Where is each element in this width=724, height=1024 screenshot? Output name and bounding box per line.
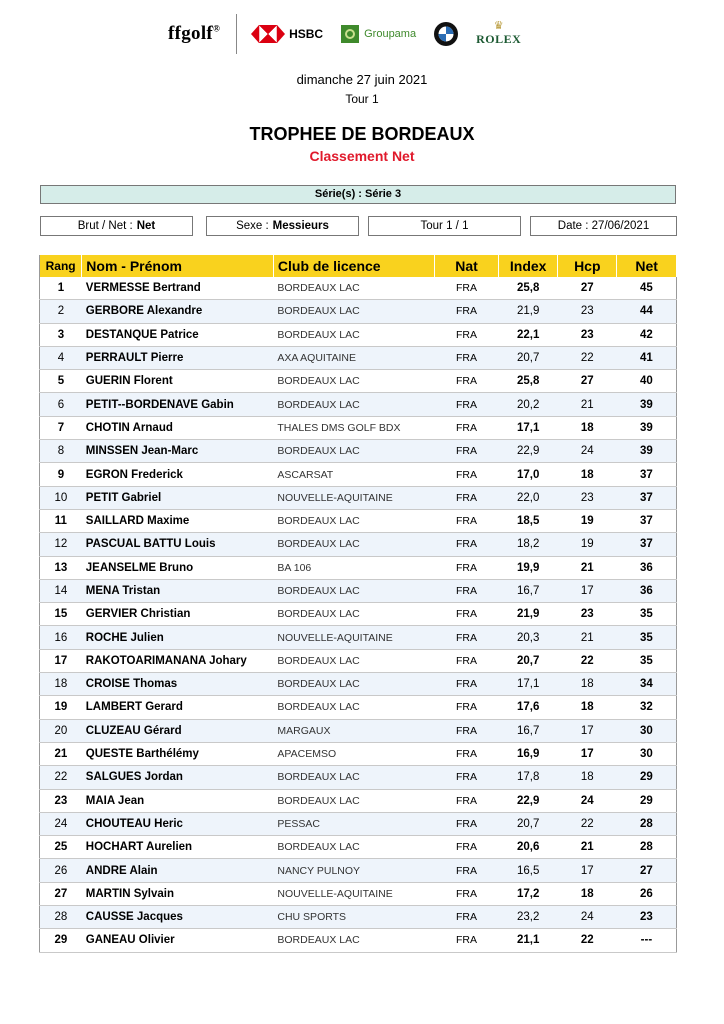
cell-index: 17,1 [499, 673, 558, 696]
table-row [40, 626, 677, 649]
rolex-logo: ♛ ROLEX [476, 20, 522, 46]
cell-net: 35 [617, 603, 677, 626]
cell-club: CHU SPORTS [273, 906, 434, 929]
cell-nom: CAUSSE Jacques [82, 906, 274, 929]
table-row [40, 836, 677, 859]
cell-hcp: 23 [558, 323, 617, 346]
cell-nat: FRA [434, 673, 498, 696]
page-subtitle: Classement Net [309, 148, 415, 164]
cell-rang: 16 [40, 626, 82, 649]
cell-nom: EGRON Frederick [82, 463, 274, 486]
cell-club: APACEMSO [273, 742, 434, 765]
cell-hcp: 27 [558, 370, 617, 393]
cell-net: 44 [617, 300, 677, 323]
cell-rang: 9 [40, 463, 82, 486]
cell-net: 36 [617, 556, 677, 579]
cell-nat: FRA [434, 696, 498, 719]
cell-nat: FRA [434, 346, 498, 369]
cell-index: 20,2 [499, 393, 558, 416]
cell-nom: SALGUES Jordan [82, 766, 274, 789]
cell-nat: FRA [434, 323, 498, 346]
cell-index: 20,6 [499, 836, 558, 859]
cell-nom: MENA Tristan [82, 579, 274, 602]
table-row [40, 346, 677, 369]
cell-net: 39 [617, 416, 677, 439]
cell-net: 37 [617, 486, 677, 509]
table-row [40, 673, 677, 696]
cell-rang: 29 [40, 929, 82, 952]
table-row [40, 789, 677, 812]
cell-club: BORDEAUX LAC [273, 300, 434, 323]
cell-nat: FRA [434, 882, 498, 905]
cell-club: BORDEAUX LAC [273, 509, 434, 532]
cell-club: BORDEAUX LAC [273, 696, 434, 719]
cell-club: BORDEAUX LAC [273, 440, 434, 463]
cell-index: 20,7 [499, 649, 558, 672]
cell-rang: 25 [40, 836, 82, 859]
cell-nat: FRA [434, 929, 498, 952]
cell-nat: FRA [434, 416, 498, 439]
cell-net: 39 [617, 440, 677, 463]
groupama-icon [341, 25, 359, 43]
cell-net: 45 [617, 277, 677, 300]
tour-box: Tour 1 / 1 [368, 216, 521, 236]
cell-net: 29 [617, 766, 677, 789]
cell-net: 27 [617, 859, 677, 882]
table-row [40, 906, 677, 929]
table-row [40, 533, 677, 556]
cell-rang: 13 [40, 556, 82, 579]
brut-net-box: Brut / Net : Net [40, 216, 193, 236]
cell-rang: 19 [40, 696, 82, 719]
cell-index: 16,9 [499, 742, 558, 765]
cell-nat: FRA [434, 579, 498, 602]
cell-nat: FRA [434, 509, 498, 532]
cell-nom: PETIT--BORDENAVE Gabin [82, 393, 274, 416]
cell-nom: MARTIN Sylvain [82, 882, 274, 905]
cell-club: BORDEAUX LAC [273, 929, 434, 952]
cell-nat: FRA [434, 742, 498, 765]
cell-rang: 6 [40, 393, 82, 416]
cell-hcp: 22 [558, 346, 617, 369]
table-row [40, 416, 677, 439]
cell-club: ASCARSAT [273, 463, 434, 486]
cell-nom: PETIT Gabriel [82, 486, 274, 509]
cell-hcp: 17 [558, 719, 617, 742]
table-header-row [40, 255, 677, 277]
cell-club: BORDEAUX LAC [273, 789, 434, 812]
hsbc-logo: HSBC [251, 25, 323, 43]
cell-nat: FRA [434, 906, 498, 929]
cell-index: 20,7 [499, 812, 558, 835]
cell-nat: FRA [434, 300, 498, 323]
cell-index: 21,9 [499, 300, 558, 323]
cell-rang: 2 [40, 300, 82, 323]
cell-nom: CROISE Thomas [82, 673, 274, 696]
cell-hcp: 23 [558, 300, 617, 323]
table-row [40, 696, 677, 719]
cell-nat: FRA [434, 812, 498, 835]
cell-index: 16,5 [499, 859, 558, 882]
cell-hcp: 23 [558, 486, 617, 509]
cell-nom: JEANSELME Bruno [82, 556, 274, 579]
cell-index: 25,8 [499, 277, 558, 300]
cell-net: 35 [617, 626, 677, 649]
cell-net: 39 [617, 393, 677, 416]
cell-nat: FRA [434, 626, 498, 649]
cell-rang: 3 [40, 323, 82, 346]
cell-index: 25,8 [499, 370, 558, 393]
cell-net: 28 [617, 836, 677, 859]
sexe-box: Sexe : Messieurs [206, 216, 359, 236]
cell-net: 41 [617, 346, 677, 369]
cell-index: 17,8 [499, 766, 558, 789]
cell-hcp: 24 [558, 440, 617, 463]
table-row [40, 603, 677, 626]
cell-rang: 14 [40, 579, 82, 602]
cell-hcp: 21 [558, 836, 617, 859]
cell-hcp: 18 [558, 673, 617, 696]
table-row [40, 393, 677, 416]
cell-nat: FRA [434, 859, 498, 882]
table-row [40, 556, 677, 579]
cell-net: 30 [617, 742, 677, 765]
cell-nom: CLUZEAU Gérard [82, 719, 274, 742]
cell-rang: 8 [40, 440, 82, 463]
cell-hcp: 19 [558, 533, 617, 556]
col-header-hcp: Hcp [558, 255, 617, 277]
col-header-nom: Nom - Prénom [82, 255, 274, 277]
cell-nat: FRA [434, 393, 498, 416]
cell-rang: 18 [40, 673, 82, 696]
cell-index: 19,9 [499, 556, 558, 579]
cell-hcp: 22 [558, 812, 617, 835]
cell-rang: 23 [40, 789, 82, 812]
cell-hcp: 23 [558, 603, 617, 626]
cell-index: 18,5 [499, 509, 558, 532]
table-row [40, 323, 677, 346]
cell-index: 22,1 [499, 323, 558, 346]
cell-nom: QUESTE Barthélémy [82, 742, 274, 765]
cell-net: 36 [617, 579, 677, 602]
cell-hcp: 17 [558, 579, 617, 602]
col-header-net: Net [617, 255, 677, 277]
cell-index: 21,9 [499, 603, 558, 626]
cell-index: 17,2 [499, 882, 558, 905]
cell-nom: GERVIER Christian [82, 603, 274, 626]
table-row [40, 579, 677, 602]
cell-net: 37 [617, 509, 677, 532]
cell-nat: FRA [434, 649, 498, 672]
col-header-club: Club de licence [273, 255, 434, 277]
cell-club: PESSAC [273, 812, 434, 835]
table-row [40, 882, 677, 905]
cell-club: BORDEAUX LAC [273, 533, 434, 556]
cell-nat: FRA [434, 836, 498, 859]
cell-rang: 17 [40, 649, 82, 672]
cell-nat: FRA [434, 486, 498, 509]
cell-rang: 20 [40, 719, 82, 742]
cell-hcp: 18 [558, 766, 617, 789]
cell-rang: 12 [40, 533, 82, 556]
logo-divider [236, 14, 237, 54]
cell-rang: 4 [40, 346, 82, 369]
cell-rang: 15 [40, 603, 82, 626]
cell-net: 40 [617, 370, 677, 393]
cell-club: NOUVELLE-AQUITAINE [273, 882, 434, 905]
cell-hcp: 24 [558, 789, 617, 812]
table-row [40, 766, 677, 789]
cell-club: BORDEAUX LAC [273, 603, 434, 626]
cell-rang: 27 [40, 882, 82, 905]
event-round: Tour 1 [345, 92, 379, 106]
cell-rang: 21 [40, 742, 82, 765]
cell-index: 16,7 [499, 579, 558, 602]
cell-club: MARGAUX [273, 719, 434, 742]
hsbc-hexagon-icon [251, 25, 285, 43]
table-row [40, 440, 677, 463]
table-row [40, 859, 677, 882]
cell-index: 23,2 [499, 906, 558, 929]
cell-net: 32 [617, 696, 677, 719]
cell-nom: DESTANQUE Patrice [82, 323, 274, 346]
cell-club: BORDEAUX LAC [273, 323, 434, 346]
cell-hcp: 18 [558, 696, 617, 719]
cell-club: NOUVELLE-AQUITAINE [273, 486, 434, 509]
cell-net: 29 [617, 789, 677, 812]
cell-club: NOUVELLE-AQUITAINE [273, 626, 434, 649]
cell-club: NANCY PULNOY [273, 859, 434, 882]
cell-nom: PERRAULT Pierre [82, 346, 274, 369]
cell-club: BA 106 [273, 556, 434, 579]
cell-hcp: 19 [558, 509, 617, 532]
col-header-rang: Rang [40, 255, 82, 277]
cell-hcp: 18 [558, 416, 617, 439]
table-row [40, 277, 677, 300]
cell-nat: FRA [434, 463, 498, 486]
results-table [39, 255, 677, 953]
cell-hcp: 27 [558, 277, 617, 300]
cell-nat: FRA [434, 719, 498, 742]
table-row [40, 742, 677, 765]
table-row [40, 929, 677, 952]
cell-index: 17,6 [499, 696, 558, 719]
cell-index: 17,1 [499, 416, 558, 439]
cell-nat: FRA [434, 766, 498, 789]
cell-nom: PASCUAL BATTU Louis [82, 533, 274, 556]
cell-net: 28 [617, 812, 677, 835]
cell-index: 20,7 [499, 346, 558, 369]
cell-net: 26 [617, 882, 677, 905]
table-row [40, 509, 677, 532]
cell-rang: 1 [40, 277, 82, 300]
cell-club: BORDEAUX LAC [273, 649, 434, 672]
cell-club: BORDEAUX LAC [273, 277, 434, 300]
cell-index: 22,9 [499, 440, 558, 463]
cell-rang: 24 [40, 812, 82, 835]
cell-rang: 10 [40, 486, 82, 509]
cell-nat: FRA [434, 533, 498, 556]
cell-nom: MINSSEN Jean-Marc [82, 440, 274, 463]
cell-rang: 28 [40, 906, 82, 929]
rolex-crown-icon: ♛ [493, 20, 504, 32]
cell-nom: LAMBERT Gerard [82, 696, 274, 719]
event-date: dimanche 27 juin 2021 [296, 72, 428, 87]
cell-hcp: 22 [558, 929, 617, 952]
cell-net: 42 [617, 323, 677, 346]
table-row [40, 463, 677, 486]
cell-hcp: 17 [558, 742, 617, 765]
cell-index: 18,2 [499, 533, 558, 556]
cell-net: --- [617, 929, 677, 952]
cell-index: 22,9 [499, 789, 558, 812]
table-row [40, 300, 677, 323]
cell-nom: ANDRE Alain [82, 859, 274, 882]
cell-hcp: 22 [558, 649, 617, 672]
cell-nat: FRA [434, 440, 498, 463]
cell-net: 35 [617, 649, 677, 672]
cell-club: BORDEAUX LAC [273, 393, 434, 416]
cell-club: BORDEAUX LAC [273, 836, 434, 859]
cell-nom: GANEAU Olivier [82, 929, 274, 952]
table-row [40, 649, 677, 672]
cell-index: 17,0 [499, 463, 558, 486]
cell-index: 21,1 [499, 929, 558, 952]
cell-hcp: 17 [558, 859, 617, 882]
cell-rang: 26 [40, 859, 82, 882]
cell-club: BORDEAUX LAC [273, 579, 434, 602]
cell-hcp: 21 [558, 556, 617, 579]
ffgolf-logo: ffgolf® [168, 23, 221, 44]
page-title: TROPHEE DE BORDEAUX [249, 124, 475, 144]
cell-hcp: 21 [558, 626, 617, 649]
cell-net: 23 [617, 906, 677, 929]
cell-index: 22,0 [499, 486, 558, 509]
cell-nom: GUERIN Florent [82, 370, 274, 393]
cell-hcp: 18 [558, 463, 617, 486]
cell-nat: FRA [434, 370, 498, 393]
table-row [40, 370, 677, 393]
cell-nat: FRA [434, 556, 498, 579]
series-bar: Série(s) : Série 3 [40, 185, 676, 204]
cell-rang: 22 [40, 766, 82, 789]
cell-rang: 7 [40, 416, 82, 439]
cell-nat: FRA [434, 603, 498, 626]
table-row [40, 486, 677, 509]
cell-net: 30 [617, 719, 677, 742]
cell-nom: SAILLARD Maxime [82, 509, 274, 532]
cell-net: 34 [617, 673, 677, 696]
cell-club: THALES DMS GOLF BDX [273, 416, 434, 439]
cell-rang: 11 [40, 509, 82, 532]
cell-net: 37 [617, 463, 677, 486]
cell-nom: ROCHE Julien [82, 626, 274, 649]
cell-nat: FRA [434, 789, 498, 812]
cell-club: BORDEAUX LAC [273, 766, 434, 789]
cell-index: 20,3 [499, 626, 558, 649]
cell-nat: FRA [434, 277, 498, 300]
groupama-logo: Groupama [341, 25, 416, 43]
table-row [40, 719, 677, 742]
cell-hcp: 18 [558, 882, 617, 905]
cell-nom: GERBORE Alexandre [82, 300, 274, 323]
cell-club: BORDEAUX LAC [273, 370, 434, 393]
cell-nom: CHOUTEAU Heric [82, 812, 274, 835]
cell-nom: MAIA Jean [82, 789, 274, 812]
cell-rang: 5 [40, 370, 82, 393]
table-row [40, 812, 677, 835]
cell-hcp: 24 [558, 906, 617, 929]
cell-club: BORDEAUX LAC [273, 673, 434, 696]
sponsor-bar [150, 8, 580, 60]
cell-index: 16,7 [499, 719, 558, 742]
col-header-index: Index [499, 255, 558, 277]
cell-nom: VERMESSE Bertrand [82, 277, 274, 300]
cell-nom: HOCHART Aurelien [82, 836, 274, 859]
cell-hcp: 21 [558, 393, 617, 416]
bmw-logo-icon [434, 22, 458, 46]
cell-nom: RAKOTOARIMANANA Johary [82, 649, 274, 672]
date-box: Date : 27/06/2021 [530, 216, 677, 236]
col-header-nat: Nat [434, 255, 498, 277]
cell-nom: CHOTIN Arnaud [82, 416, 274, 439]
cell-club: AXA AQUITAINE [273, 346, 434, 369]
cell-net: 37 [617, 533, 677, 556]
